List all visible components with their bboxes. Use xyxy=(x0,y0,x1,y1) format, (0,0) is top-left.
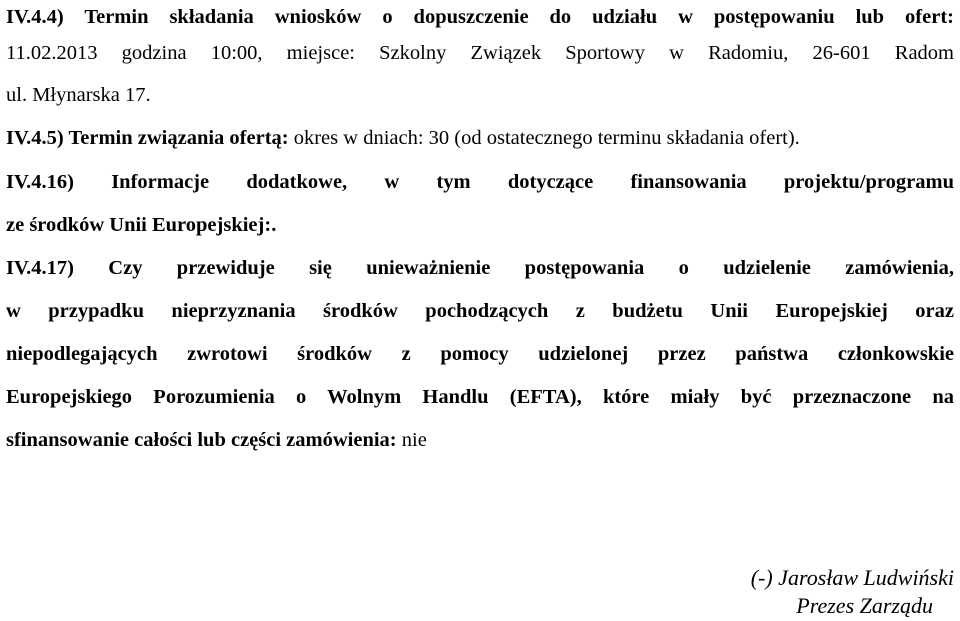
section-iv417-value: nie xyxy=(396,429,427,451)
section-iv44-line3: ul. Młynarska 17. xyxy=(6,84,151,106)
section-iv45-line xyxy=(6,125,954,151)
section-iv45-value: okres w dniach: 30 (od ostatecznego terminu składania ofert). xyxy=(288,127,800,149)
section-iv417-line4: Europejskiego Porozumienia o Wolnym Handlu (EFTA), które miały być przeznaczone na xyxy=(6,386,954,408)
section-iv417-label: sfinansowanie całości lub części zamówienia: xyxy=(6,429,397,451)
section-iv417-line2: w przypadku nieprzyznania środków pochodzących z budżetu Unii Europejskiej oraz xyxy=(6,300,954,322)
section-iv44-line1: IV.4.4) Termin składania wniosków o dopuszczenie do udziału w postępowaniu lub ofert: xyxy=(6,6,954,28)
section-iv45-label: IV.4.5) Termin związania ofertą: xyxy=(6,127,289,149)
section-iv417-line5 xyxy=(6,427,954,453)
section-iv44-line2: 11.02.2013 godzina 10:00, miejsce: Szkolny Związek Sportowy w Radomiu, 26-601 Radom xyxy=(6,42,954,64)
section-iv416-line2: ze środków Unii Europejskiej:. xyxy=(6,214,277,236)
section-iv417-line1: IV.4.17) Czy przewiduje się unieważnienie postępowania o udzielenie zamówienia, xyxy=(6,257,954,279)
section-iv417-line3: niepodlegających zwrotowi środków z pomocy udzielonej przez państwa członkowskie xyxy=(6,343,954,365)
signature-name: (-) Jarosław Ludwiński xyxy=(750,565,954,590)
signature-title: Prezes Zarządu xyxy=(796,593,933,618)
section-iv416-line1: IV.4.16) Informacje dodatkowe, w tym dotyczące finansowania projektu/programu xyxy=(6,171,954,193)
